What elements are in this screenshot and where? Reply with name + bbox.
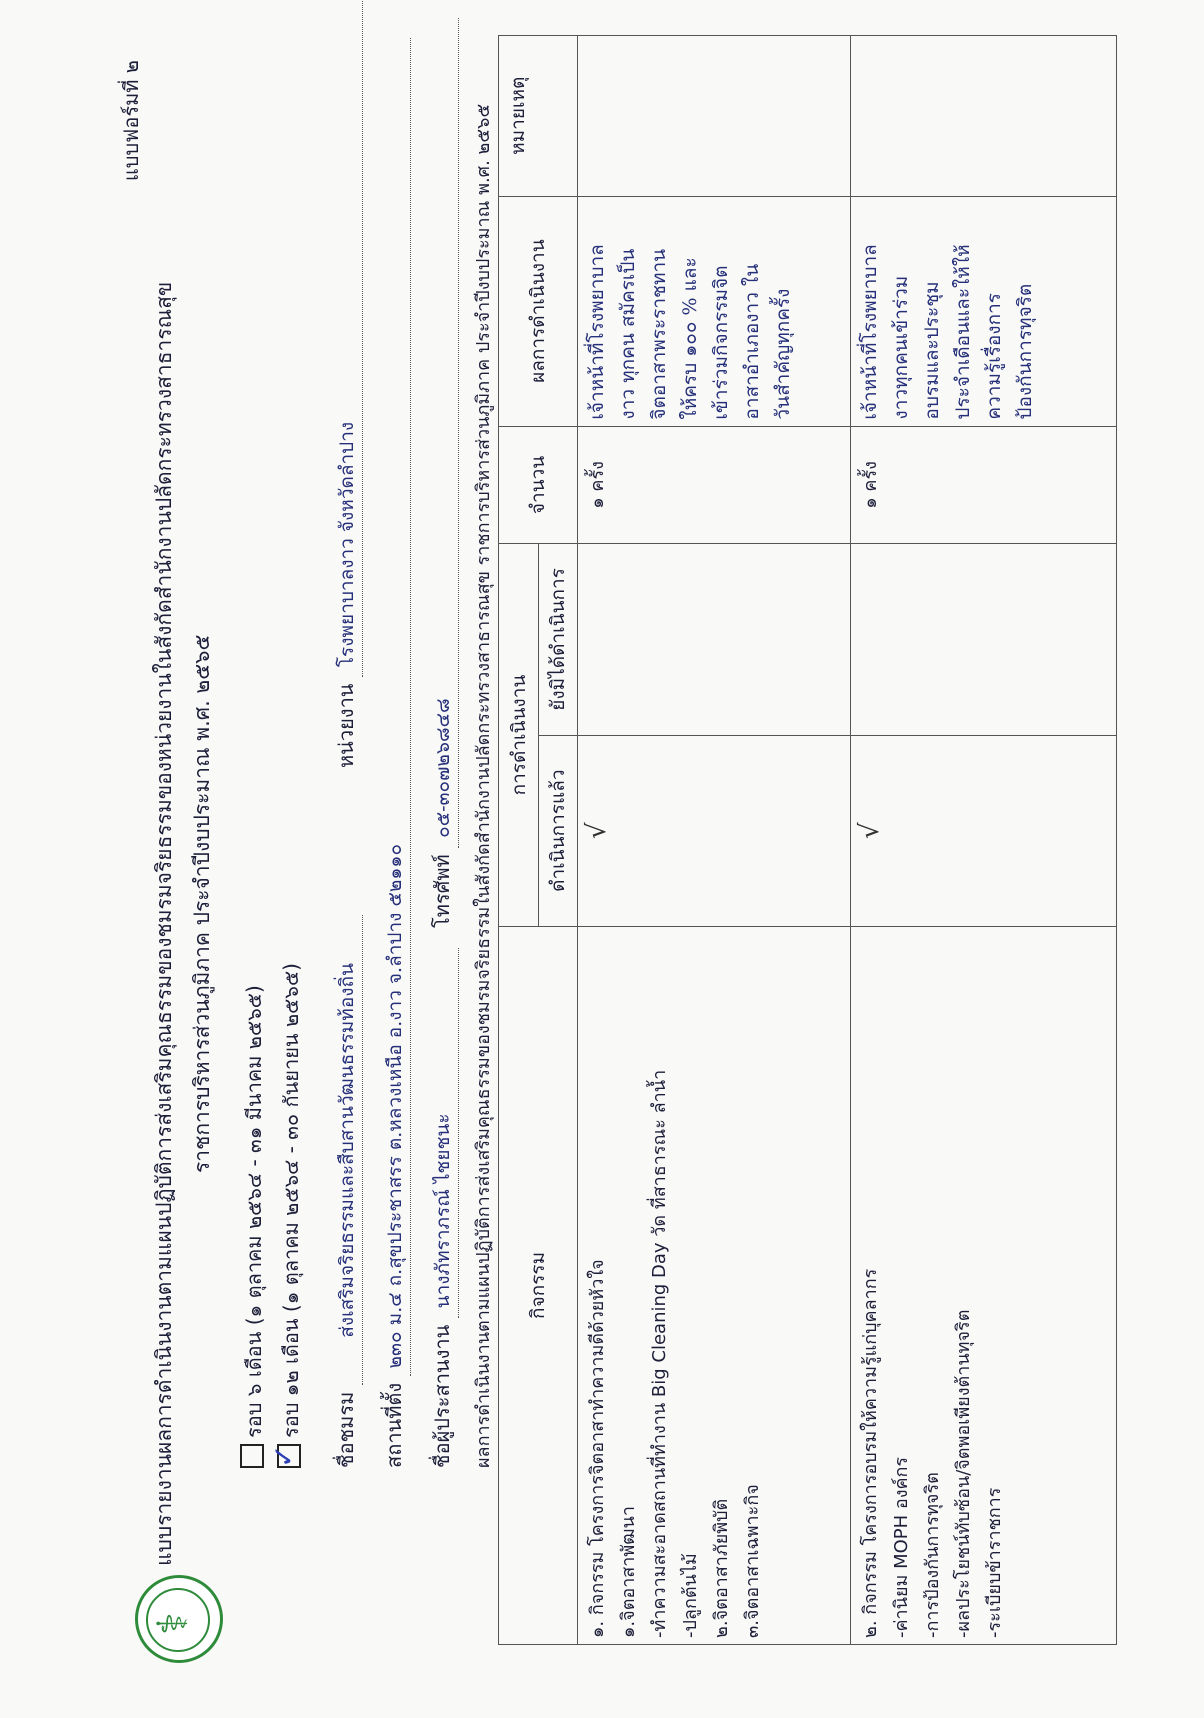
ministry-logo: ⚕ xyxy=(135,1575,223,1663)
phone-value: ๐๕-๓๐๗๒๖๘๔๘ xyxy=(432,698,454,838)
result-line: เจ้าหน้าที่โรงพยาบาล xyxy=(586,244,608,420)
round-6-checkbox[interactable] xyxy=(240,1444,264,1468)
activity-line: -ทำความสะอาดสถานที่ทำงาน Big Cleaning Day วัด ที่สาธารณะ ลำน้ำ xyxy=(649,1069,670,1638)
round-12-month xyxy=(275,963,307,1468)
count-cell: ๑ ครั้ง xyxy=(851,426,1117,544)
phone-label: โทรศัพท์ xyxy=(430,854,454,928)
coordinator-label: ชื่อผู้ประสานงาน xyxy=(430,1324,454,1468)
activity-cell xyxy=(578,926,851,1644)
header-done: ดำเนินการแล้ว xyxy=(539,735,578,926)
club-label: ชื่อชมรม xyxy=(334,1391,358,1468)
table-title: ผลการดำเนินงานตามแผนปฏิบัติการส่งเสริมคุณธรรมของชมรมจริยธรรมในสังกัดสำนักงานปลัดกระทรวงสาธารณสุข ราชการบริหารส่วนภูมิภาค ประจำปีงบประมาณ พ.ศ. ๒๕๖๕ xyxy=(473,103,494,1468)
unit-row xyxy=(330,0,363,768)
header-not-done: ยังมิได้ดำเนินการ xyxy=(539,544,578,735)
coordinator-value: นางภัทราภรณ์ ไชยชนะ xyxy=(432,1113,454,1309)
result-line: งาว ทุกคน สมัครเป็น xyxy=(617,248,639,420)
report-subtitle: ราชการบริหารส่วนภูมิภาค ประจำปีงบประมาณ พ.ศ. ๒๕๖๕ xyxy=(190,634,214,1173)
done-check-mark: √ xyxy=(851,735,1117,926)
result-line: วันสำคัญทุกครั้ง xyxy=(772,288,794,420)
results-table xyxy=(498,35,1117,1645)
result-line: ความรู้เรื่องการ xyxy=(983,293,1005,420)
result-line: เจ้าหน้าที่โรงพยาบาล xyxy=(859,244,881,420)
activity-line: ๒. กิจกรรม โครงการอบรมให้ความรู้แก่บุคลากร xyxy=(860,1268,881,1638)
result-line: อาสาอำเภองาว ใน xyxy=(741,263,763,420)
activity-line: ๒.จิตอาสาภัยพิบัติ xyxy=(711,1498,732,1638)
activity-cell xyxy=(851,926,1117,1644)
result-cell xyxy=(851,196,1117,426)
activity-line: ๑.จิตอาสาพัฒนา xyxy=(618,1506,639,1638)
done-check-mark: √ xyxy=(578,735,851,926)
address-value: ๒๓๐ ม.๔ ถ.สุขประชาสรร ต.หลวงเหนือ อ.งาว จ.ลำปาง ๕๒๑๑๐ xyxy=(384,843,406,1369)
result-line: ให้ครบ ๑๐๐ % และ xyxy=(679,257,701,420)
activity-line: -การป้องกันการทุจริต xyxy=(922,1472,943,1638)
result-cell xyxy=(578,196,851,426)
phone-row xyxy=(426,18,459,928)
count-cell: ๑ ครั้ง xyxy=(578,426,851,544)
header-operation: การดำเนินงาน xyxy=(499,544,539,927)
result-line: ป้องกันการทุจริต xyxy=(1014,283,1036,420)
activity-line: -ค่านิยม MOPH องค์กร xyxy=(891,1456,912,1638)
not-done-cell xyxy=(578,544,851,735)
header-activity: กิจกรรม xyxy=(499,926,578,1644)
remark-cell xyxy=(851,36,1117,197)
not-done-cell xyxy=(851,544,1117,735)
activity-line: -ระเบียบข้าราชการ xyxy=(984,1487,1005,1638)
header-remark: หมายเหตุ xyxy=(499,36,578,197)
address-label: สถานที่ตั้ง xyxy=(382,1382,406,1468)
result-line: เข้าร่วมกิจกรรมจิต xyxy=(710,265,732,420)
table-row xyxy=(851,36,1117,1645)
round-6-month xyxy=(238,985,270,1468)
table-row xyxy=(578,36,851,1645)
header-count: จำนวน xyxy=(499,426,578,544)
activity-line: -ผลประโยชน์ทับซ้อน/จิตพอเพียงต้านทุจริต xyxy=(953,1309,974,1638)
club-value: ส่งเสริมจริยธรรมและสืบสานวัฒนธรรมท้องถิ่น xyxy=(336,962,358,1338)
activity-line: ๓.จิตอาสาเฉพาะกิจ xyxy=(742,1484,763,1638)
club-name-row xyxy=(330,915,363,1468)
header-result: ผลการดำเนินงาน xyxy=(499,196,578,426)
address-row xyxy=(378,38,411,1468)
round-6-label: รอบ ๖ เดือน (๑ ตุลาคม ๒๕๖๔ - ๓๑ มีนาคม ๒๕๖๕) xyxy=(242,985,266,1438)
result-line: จิตอาสาพระราชทาน xyxy=(648,248,670,420)
result-line: ประจำเดือนและให้ให้ xyxy=(952,244,974,420)
activity-line: ๑. กิจกรรม โครงการจิตอาสาทำความดีด้วยหัวใจ xyxy=(587,1259,608,1638)
coordinator-row xyxy=(426,948,459,1468)
result-line: งาวทุกคนเข้าร่วม xyxy=(890,275,912,420)
round-12-label: รอบ ๑๒ เดือน (๑ ตุลาคม ๒๕๖๔ - ๓๐ กันยายน ๒๕๖๕) xyxy=(279,963,303,1438)
round-12-checkbox[interactable] xyxy=(277,1444,301,1468)
form-number: แบบฟอร์มที่ ๒ xyxy=(119,60,143,182)
remark-cell xyxy=(578,36,851,197)
result-line: อบรมและประชุม xyxy=(921,281,943,420)
activity-line: -ปลูกต้นไม้ xyxy=(680,1553,701,1638)
unit-label: หน่วยงาน xyxy=(334,683,358,768)
report-title: แบบรายงานผลการดำเนินงานตามแผนปฏิบัติการส่งเสริมคุณธรรมของชมรมจริยธรรมของหน่วยงานในสังกัดสำนักงานปลัดกระทรวงสาธารณสุข xyxy=(152,281,176,1566)
unit-value: โรงพยาบาลงาว จังหวัดลำปาง xyxy=(336,421,358,668)
